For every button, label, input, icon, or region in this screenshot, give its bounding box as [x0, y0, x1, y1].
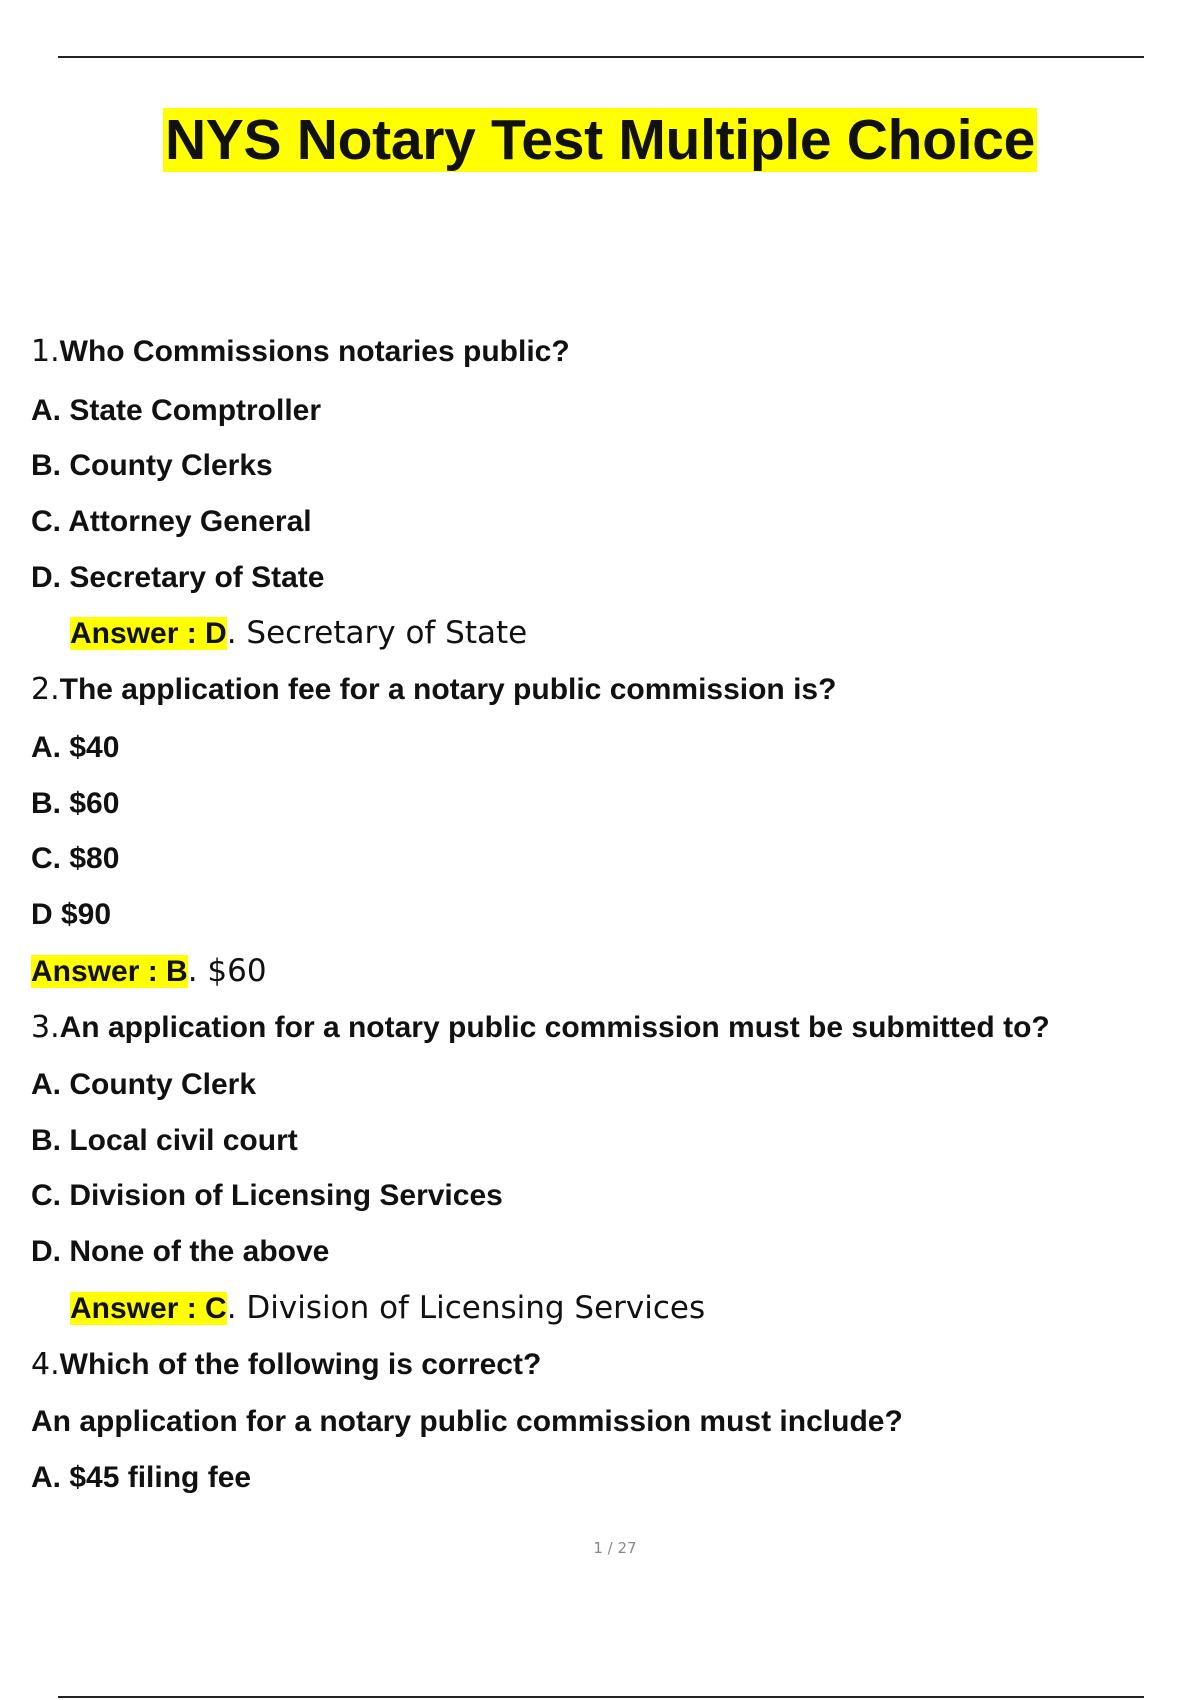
answer-label: Answer : B — [31, 955, 188, 988]
question-number: 3. — [31, 1010, 60, 1045]
option-3a: A. County Clerk — [31, 1068, 257, 1101]
answer-text: . Secretary of State — [226, 615, 528, 651]
option-3c: C. Division of Licensing Services — [31, 1179, 503, 1212]
option-1c: C. Attorney General — [31, 505, 312, 538]
question-2 — [31, 672, 836, 708]
answer-label: Answer : D — [70, 617, 227, 650]
answer-2 — [31, 951, 267, 991]
answer-text: . $60 — [187, 953, 267, 989]
option-3b: B. Local civil court — [31, 1124, 298, 1157]
page-title: NYS Notary Test Multiple Choice — [164, 108, 1036, 172]
question-text: The application fee for a notary public commission is? — [59, 673, 837, 706]
question-1 — [31, 334, 570, 370]
option-1b: B. County Clerks — [31, 449, 273, 482]
option-1d: D. Secretary of State — [31, 561, 325, 594]
option-1a: A. State Comptroller — [31, 394, 322, 427]
answer-3 — [70, 1288, 705, 1328]
question-number: 2. — [31, 672, 60, 707]
question-number: 1. — [31, 334, 60, 369]
question-text: Which of the following is correct? — [59, 1348, 542, 1381]
bottom-rule — [58, 1696, 1144, 1698]
option-2d: D $90 — [31, 898, 112, 931]
question-4-subtext: An application for a notary public commission must include? — [31, 1405, 903, 1438]
question-3 — [31, 1010, 1050, 1046]
answer-text: . Division of Licensing Services — [226, 1290, 706, 1326]
top-rule — [58, 56, 1144, 58]
question-text: An application for a notary public commission must be submitted to? — [59, 1011, 1050, 1044]
page-indicator: 1 / 27 — [593, 1539, 637, 1557]
answer-label: Answer : C — [70, 1292, 227, 1325]
option-2b: B. $60 — [31, 787, 120, 820]
option-2a: A. $40 — [31, 731, 120, 764]
answer-1 — [70, 613, 527, 653]
option-4a: A. $45 filing fee — [31, 1461, 252, 1494]
option-3d: D. None of the above — [31, 1235, 330, 1268]
title-container — [0, 108, 1200, 172]
option-2c: C. $80 — [31, 842, 120, 875]
question-number: 4. — [31, 1347, 60, 1382]
question-4 — [31, 1347, 541, 1383]
question-text: Who Commissions notaries public? — [59, 335, 570, 368]
